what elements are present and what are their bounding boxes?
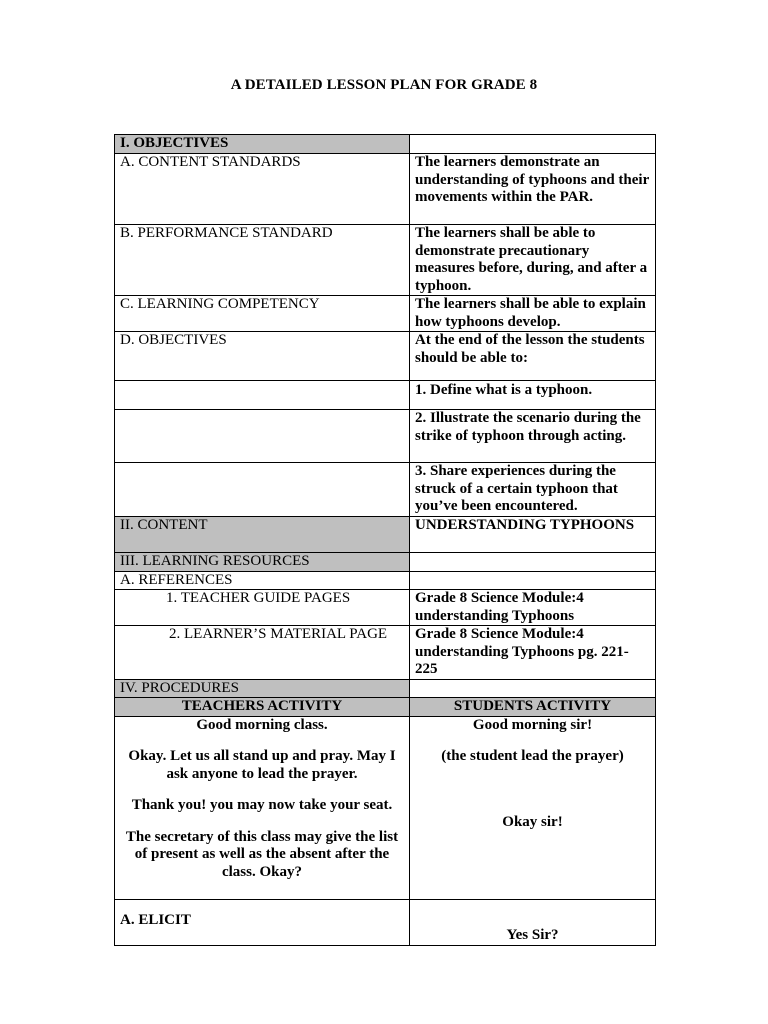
content-standards-row — [115, 154, 656, 225]
objective-empty-2 — [115, 410, 410, 463]
performance-standard-value: The learners shall be able to demonstrate precautionary measures before, during, and after a typhoon. — [410, 225, 656, 296]
objectives-heading-empty — [410, 135, 656, 154]
teacher-activity-cell — [115, 716, 410, 899]
elicit-student: Yes Sir? — [410, 899, 656, 945]
objective-empty-1 — [115, 381, 410, 410]
activity-header-row — [115, 698, 656, 717]
learning-resources-empty — [410, 553, 656, 572]
performance-standard-label: B. PERFORMANCE STANDARD — [115, 225, 410, 296]
objectives-intro: At the end of the lesson the students should be able to: — [410, 332, 656, 381]
procedures-heading: IV. PROCEDURES — [115, 679, 410, 698]
content-value: UNDERSTANDING TYPHOONS — [410, 517, 656, 553]
content-row — [115, 517, 656, 553]
objective-empty-3 — [115, 463, 410, 517]
student-activity-header: STUDENTS ACTIVITY — [410, 698, 656, 717]
references-label: A. REFERENCES — [115, 571, 410, 590]
teacher-guide-row — [115, 590, 656, 626]
student-activity-cell — [410, 716, 656, 899]
student-line: (the student lead the prayer) — [441, 748, 624, 764]
teacher-line: The secretary of this class may give the list of present as well as the absent after the class. Okay? — [125, 828, 399, 880]
learning-competency-value: The learners shall be able to explain how typhoons develop. — [410, 296, 656, 332]
content-label: II. CONTENT — [115, 517, 410, 553]
content-standards-value: The learners demonstrate an understanding of typhoons and their movements within the PAR. — [410, 154, 656, 225]
objectives-heading: I. OBJECTIVES — [115, 135, 410, 154]
learning-competency-row — [115, 296, 656, 332]
student-line: Good morning sir! — [472, 716, 593, 733]
objective-row-2 — [115, 410, 656, 463]
objectives-label: D. OBJECTIVES — [115, 332, 410, 381]
teacher-guide-label: 1. TEACHER GUIDE PAGES — [115, 590, 410, 626]
objective-item: 2. Illustrate the scenario during the strike of typhoon through acting. — [410, 410, 656, 463]
content-standards-label: A. CONTENT STANDARDS — [115, 154, 410, 225]
elicit-label: A. ELICIT — [115, 899, 410, 945]
teacher-line: Thank you! you may now take your seat. — [131, 797, 393, 813]
learning-resources-heading: III. LEARNING RESOURCES — [115, 553, 410, 572]
objective-item: 3. Share experiences during the struck of a certain typhoon that you’ve been encountered. — [410, 463, 656, 517]
teacher-guide-value: Grade 8 Science Module:4 understanding Typhoons — [410, 590, 656, 626]
teacher-line: Okay. Let us all stand up and pray. May I ask anyone to lead the prayer. — [128, 748, 396, 782]
learning-resources-row — [115, 553, 656, 572]
references-empty — [410, 571, 656, 590]
objectives-heading-row — [115, 135, 656, 154]
references-row — [115, 571, 656, 590]
activity-row — [115, 716, 656, 899]
objective-row-1 — [115, 381, 656, 410]
teacher-activity-header: TEACHERS ACTIVITY — [115, 698, 410, 717]
elicit-row — [115, 899, 656, 945]
lesson-plan-table — [114, 134, 656, 946]
learning-competency-label: C. LEARNING COMPETENCY — [115, 296, 410, 332]
document-title: A DETAILED LESSON PLAN FOR GRADE 8 — [230, 77, 538, 93]
objective-item: 1. Define what is a typhoon. — [410, 381, 656, 410]
learners-material-label: 2. LEARNER’S MATERIAL PAGE — [115, 626, 410, 680]
procedures-row — [115, 679, 656, 698]
teacher-line: Good morning class. — [196, 716, 328, 733]
procedures-empty — [410, 679, 656, 698]
student-line: Okay sir! — [502, 813, 563, 830]
objectives-row — [115, 332, 656, 381]
learners-material-row — [115, 626, 656, 680]
learners-material-value: Grade 8 Science Module:4 understanding Typhoons pg. 221-225 — [410, 626, 656, 680]
performance-standard-row — [115, 225, 656, 296]
objective-row-3 — [115, 463, 656, 517]
